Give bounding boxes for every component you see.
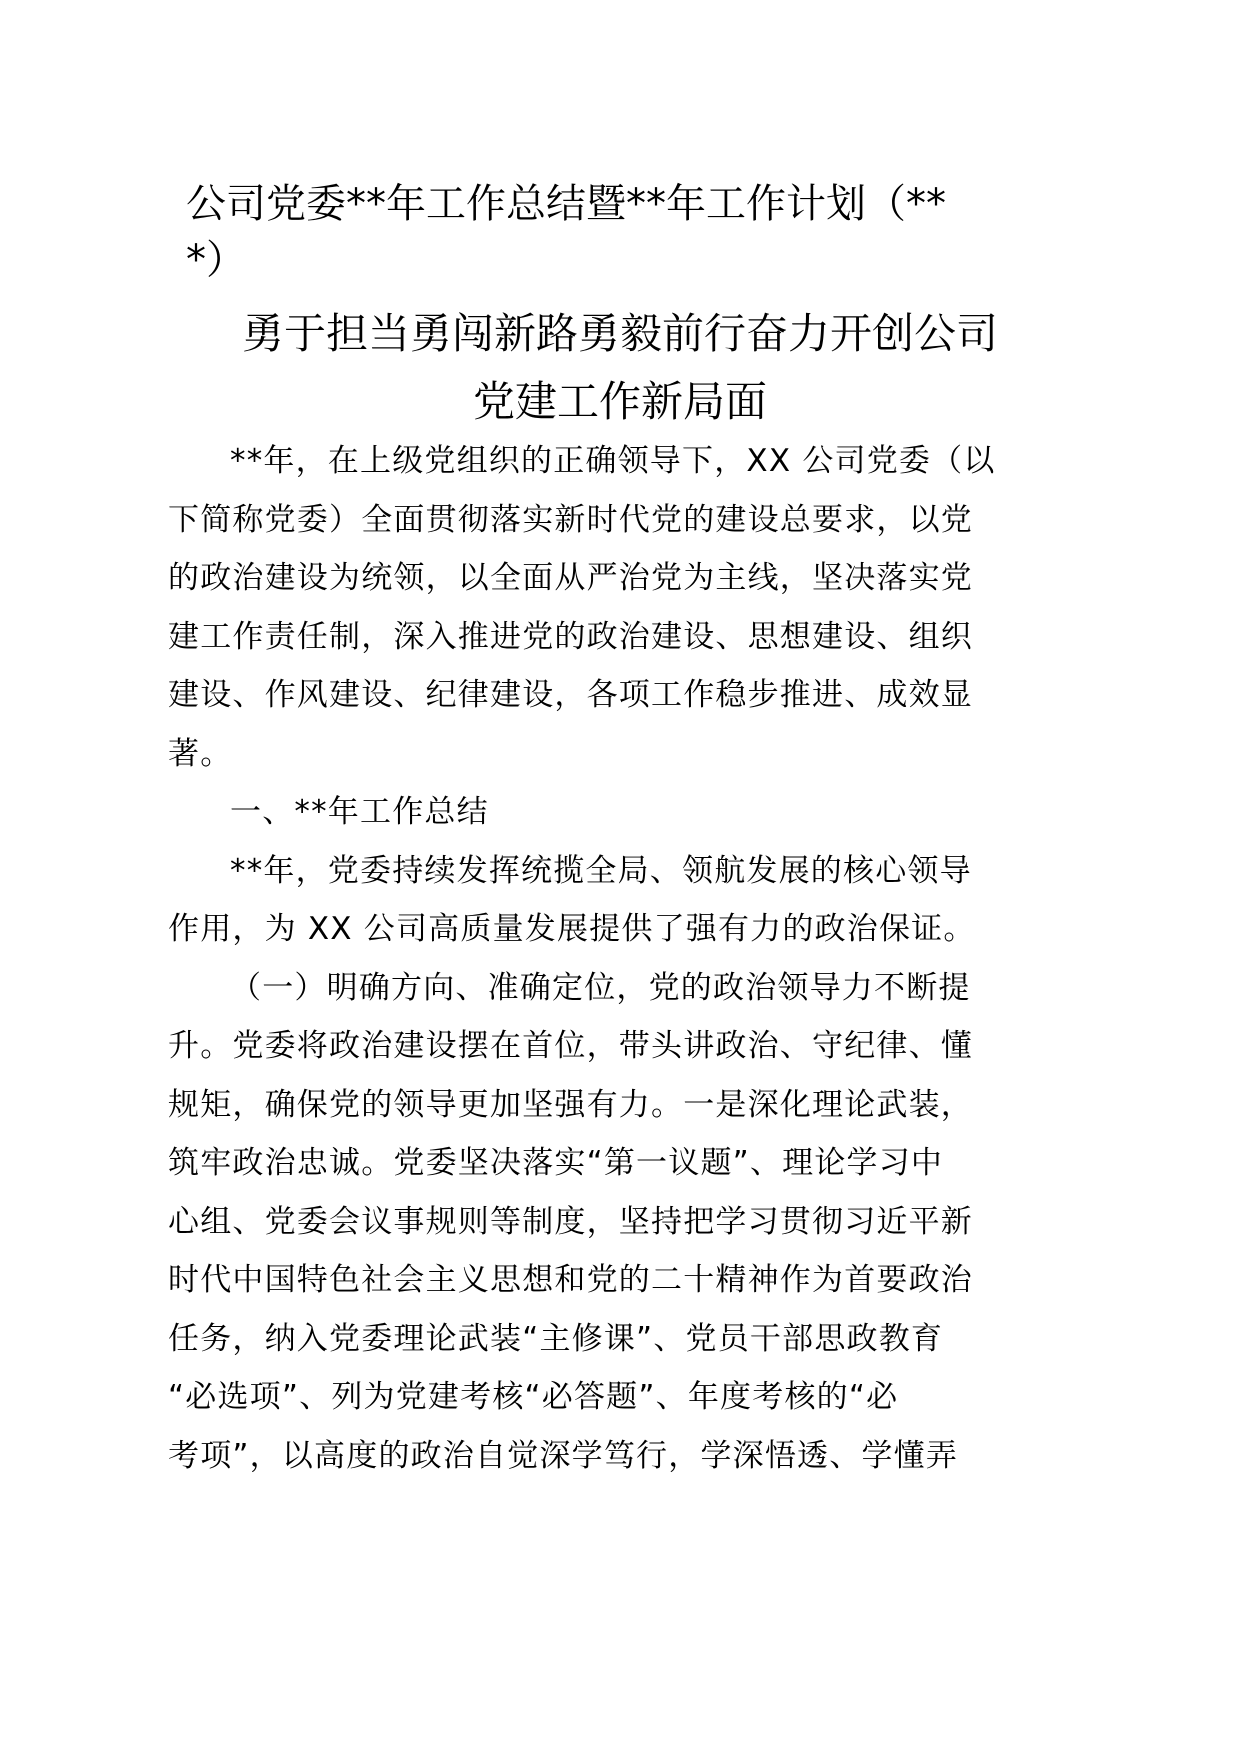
body-text-line: **年，党委持续发挥统揽全局、领航发展的核心领导 <box>230 852 972 889</box>
body-text-line: 升。党委将政治建设摆在首位，带头讲政治、守纪律、懂 <box>168 1028 973 1064</box>
subtitle-line-2: 党建工作新局面 <box>472 377 767 426</box>
body-text-line: 心组、党委会议事规则等制度，坚持把学习贯彻习近平新 <box>168 1203 973 1240</box>
body-text-line: 作用，为 XX 公司高质量发展提供了强有力的政治保证。 <box>168 911 976 947</box>
body-text-line: 建设、作风建设、纪律建设，各项工作稳步推进、成效显 <box>168 677 973 713</box>
document-subtitle <box>160 300 1080 436</box>
body-text-line: 著。 <box>168 735 233 772</box>
body-text-line: （一）明确方向、准确定位，党的政治领导力不断提 <box>230 969 971 1006</box>
document-body <box>168 432 1068 1485</box>
body-text-line: 时代中国特色社会主义思想和党的二十精神作为首要政治 <box>168 1262 973 1298</box>
body-text-line: 规矩，确保党的领导更加坚强有力。一是深化理论武装， <box>168 1086 973 1123</box>
title-line-1: 公司党委**年工作总结暨**年工作计划（** <box>186 181 946 227</box>
subtitle-line-1: 勇于担当勇闯新路勇毅前行奋力开创公司 <box>241 309 998 358</box>
body-text-line: 一、**年工作总结 <box>230 794 489 830</box>
title-line-2: *） <box>186 237 246 283</box>
body-text-line: 筑牢政治忠诚。党委坚决落实“第一议题”、理论学习中 <box>168 1145 944 1181</box>
body-text-line: 的政治建设为统领，以全面从严治党为主线，坚决落实党 <box>168 560 973 596</box>
document-title <box>186 176 1066 288</box>
body-text-line: 下简称党委）全面贯彻落实新时代党的建设总要求，以党 <box>168 501 973 538</box>
body-text-line: 任务，纳入党委理论武装“主修课”、党员干部思政教育 <box>168 1320 944 1357</box>
body-text-line: **年，在上级党组织的正确领导下，XX 公司党委（以 <box>230 443 996 479</box>
body-text-line: 建工作责任制，深入推进党的政治建设、思想建设、组织 <box>168 618 973 655</box>
body-text-line: “必选项”、列为党建考核“必答题”、年度考核的“必 <box>168 1379 899 1415</box>
body-text-line: 考项”，以高度的政治自觉深学笃行，学深悟透、学懂弄 <box>168 1437 959 1474</box>
